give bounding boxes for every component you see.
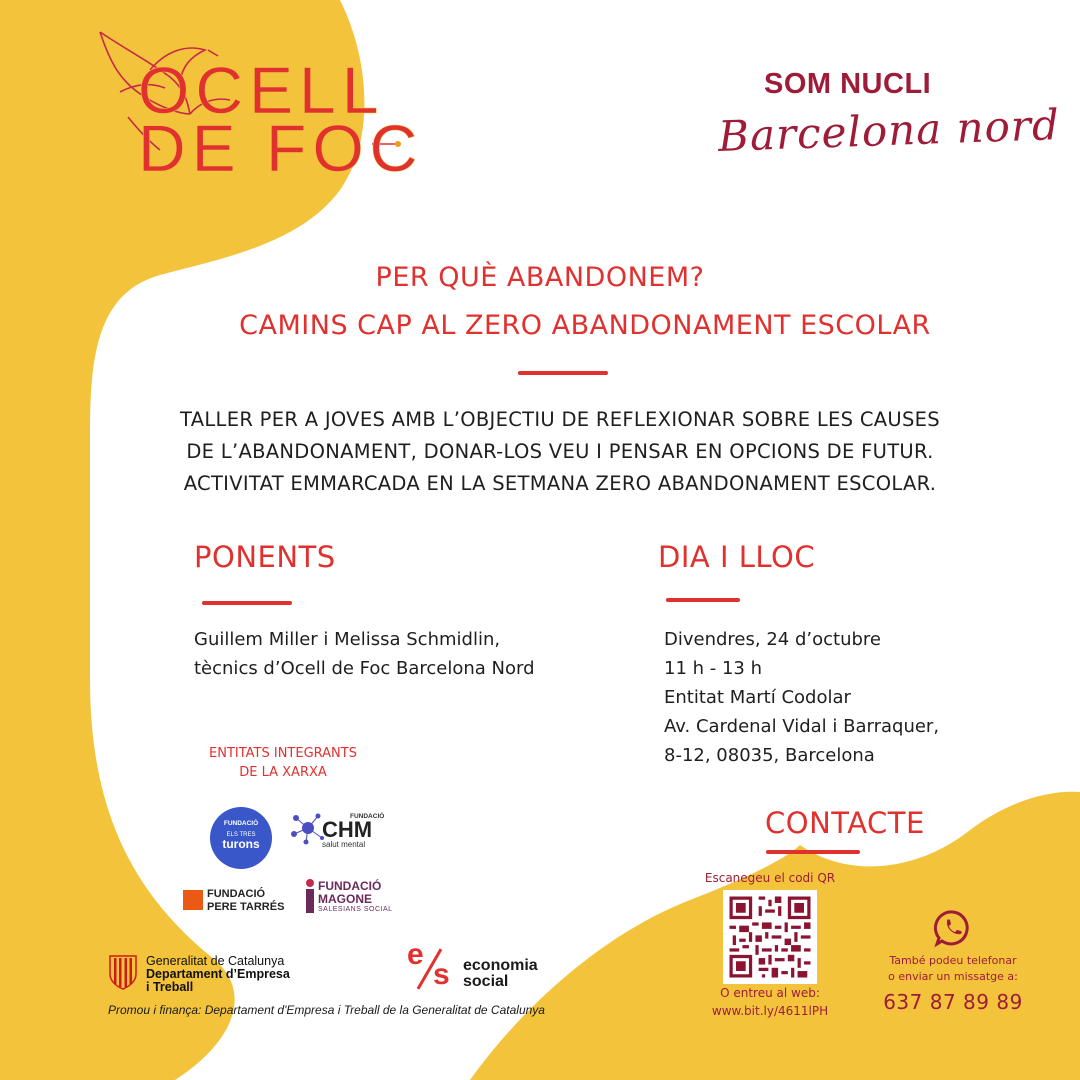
pere-tarres-logo <box>207 888 284 914</box>
event-time: 11 h - 13 h <box>664 658 763 679</box>
event-venue: Entitat Martí Codolar <box>664 687 851 708</box>
magone-logo <box>318 880 393 913</box>
web-link[interactable]: www.bit.ly/4611lPH <box>711 1004 829 1018</box>
phone-label <box>870 953 1036 985</box>
speakers-line-2: tècnics d’Ocell de Foc Barcelona Nord <box>194 658 535 679</box>
left-lower-wave <box>0 680 235 1080</box>
speakers-divider <box>202 601 292 605</box>
network-name: SOM NUCLI <box>764 68 932 100</box>
qr-label: Escanegeu el codi QR <box>704 871 836 885</box>
qr-code[interactable] <box>723 890 817 984</box>
network-area: Barcelona nord <box>717 100 1061 161</box>
pere-tarres-square-icon <box>183 890 203 910</box>
when-where-divider <box>666 598 740 602</box>
description-line-3: ACTIVITAT EMMARCADA EN LA SETMANA ZERO ABANDONAMENT ESCOLAR. <box>183 472 937 495</box>
els-tres-turons-logo <box>210 807 272 869</box>
magone-line-3: SALESIANS SOCIAL <box>318 906 393 913</box>
network-members-heading <box>180 744 386 782</box>
logo-line-2: DE FOC <box>138 111 424 185</box>
description-line-2: DE L’ABANDONAMENT, DONAR-LOS VEU I PENSAR EN OPCIONS DE FUTUR. <box>186 440 934 463</box>
turons-line-2: ELS TRES <box>226 832 256 838</box>
phone-label-line-2: o enviar un missatge a: <box>888 970 1018 983</box>
magone-line-2: MAGONE <box>318 892 372 906</box>
qr-code-image <box>723 890 817 984</box>
contact-heading: CONTACTE <box>765 806 925 840</box>
magone-figure-icon <box>302 878 318 914</box>
network-members-heading-line-2: DE LA XARXA <box>239 765 327 780</box>
economia-social-mark <box>407 938 457 996</box>
economia-social-line-1: economia <box>463 957 538 974</box>
magone-line-1: FUNDACIÓ <box>318 879 382 893</box>
economia-social-mark-e: e <box>407 938 424 971</box>
contact-divider <box>766 850 860 854</box>
event-address-1: Av. Cardenal Vidal i Barraquer, <box>664 716 940 737</box>
generalitat-line-3: i Treball <box>146 980 194 994</box>
funding-credit: Promou i finança: Departament d'Empresa i Treball de la Generalitat de Catalunya <box>108 1003 545 1017</box>
event-address-2: 8-12, 08035, Barcelona <box>664 745 875 766</box>
turons-line-1: FUNDACIÓ <box>223 820 259 827</box>
speakers-heading: PONENTS <box>194 540 336 574</box>
generalitat-line-2: Departament d’Empresa <box>146 967 290 981</box>
phone-label-line-1: També podeu telefonar <box>889 954 1017 967</box>
generalitat-shield-icon <box>108 954 138 990</box>
phone-number[interactable]: 637 87 89 89 <box>883 990 1023 1014</box>
turons-line-3: turons <box>222 837 260 851</box>
pere-tarres-line-1: FUNDACIÓ <box>207 888 266 900</box>
event-date: Divendres, 24 d’octubre <box>664 629 881 650</box>
generalitat-line-1: Generalitat de Catalunya <box>146 954 285 968</box>
title-divider <box>518 371 608 375</box>
network-members-heading-line-1: ENTITATS INTEGRANTS <box>209 746 357 761</box>
when-where-heading: DIA I LLOC <box>658 540 816 574</box>
description-line-1: TALLER PER A JOVES AMB L’OBJECTIU DE REFLEXIONAR SOBRE LES CAUSES <box>180 408 940 431</box>
whatsapp-icon[interactable] <box>933 908 973 948</box>
chm-top: FUNDACIÓ <box>350 813 385 820</box>
speakers-line-1: Guillem Miller i Melissa Schmidlin, <box>194 629 501 650</box>
event-title-line-1: PER QUÈ ABANDONEM? <box>375 262 705 293</box>
generalitat-logo <box>146 955 290 994</box>
pere-tarres-line-2: PERE TARRÉS <box>207 901 285 913</box>
economia-social-logo <box>463 958 538 990</box>
logo-line-1: OCELL <box>138 53 385 127</box>
event-title-line-2: CAMINS CAP AL ZERO ABANDONAMENT ESCOLAR <box>239 310 931 341</box>
economia-social-line-2: social <box>463 973 509 990</box>
web-label: O entreu al web: <box>720 986 820 1000</box>
economia-social-mark-s: s <box>433 958 450 991</box>
chm-logo <box>322 813 384 849</box>
chm-sub: salut mental <box>322 840 366 849</box>
chm-name: CHM <box>322 817 373 842</box>
